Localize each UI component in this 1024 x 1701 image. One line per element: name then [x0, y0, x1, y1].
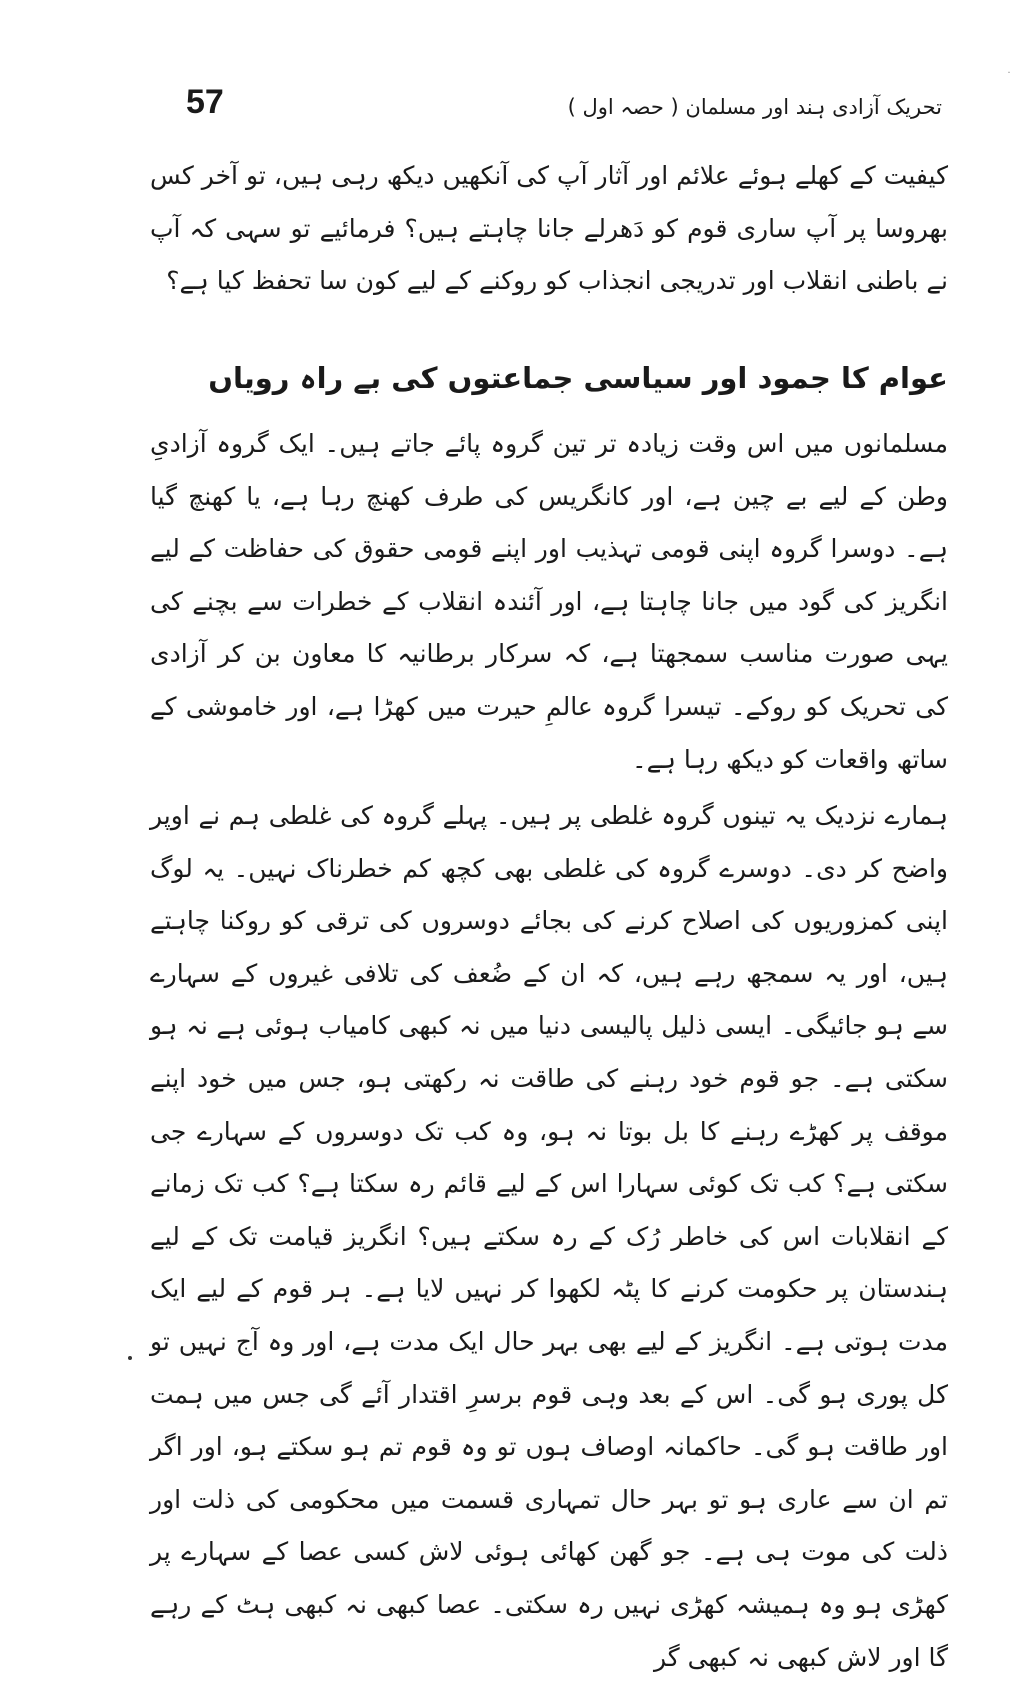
running-header: تحریک آزادی ہند اور مسلمان ( حصہ اول ) [567, 95, 942, 119]
paragraph-2: ہمارے نزدیک یہ تینوں گروہ غلطی پر ہیں۔ پہلے گروہ کی غلطی ہم نے اوپر واضح کر دی۔ دوسرے گروہ کی غلطی بھی کچھ کم خطرناک نہیں۔ یہ لوگ اپنی کمزوریوں کی اصلاح کرنے کی بجائے دوسروں کی ترقی کو روکنا چاہتے ہیں، اور یہ سمجھ رہے ہیں، کہ ان کے ضُعف کی تلافی غیروں کے سہارے سے ہو جائیگی۔ ایسی ذلیل پالیسی دنیا میں نہ کبھی کامیاب ہوئی ہے نہ ہو سکتی ہے۔ جو قوم خود رہنے کی طاقت نہ رکھتی ہو، جس میں خود اپنے موقف پر کھڑے رہنے کا بل بوتا نہ ہو، وہ کب تک دوسروں کے سہارے جی سکتی ہے؟ کب تک کوئی سہارا اس کے لیے قائم رہ سکتا ہے؟ کب تک زمانے کے انقلابات اس کی خاطر رُک کے رہ سکتے ہیں؟ انگریز قیامت تک کے لیے ہندستان پر حکومت کرنے کا پٹہ لکھوا کر نہیں لایا ہے۔ ہر قوم کے لیے ایک مدت ہوتی ہے۔ انگریز کے لیے بھی بہر حال ایک مدت ہے، اور وہ آج نہیں تو کل پوری ہو گی۔ اس کے بعد وہی قوم برسرِ اقتدار آئے گی جس میں ہمت اور طاقت ہو گی۔ حاکمانہ اوصاف ہوں تو وہ قوم تم ہو سکتے ہو، اور اگر تم ان سے عاری ہو تو بہر حال تمہاری قسمت میں محکومی کی ذلت اور ذلت کی موت ہی ہے۔ جو گھن کھائی ہوئی لاش کسی عصا کے سہارے پر کھڑی ہو وہ ہمیشہ کھڑی نہیں رہ سکتی۔ عصا کبھی نہ کبھی ہٹ کے رہے گا اور لاش کبھی نہ کبھی گر [150, 801, 948, 1672]
intro-text-block [150, 150, 948, 308]
section-heading: عوام کا جمود اور سیاسی جماعتوں کی بے راہ رویاں [208, 361, 948, 395]
page-number: 57 [186, 83, 224, 121]
paragraph-2-block [150, 790, 948, 1684]
paragraph-1: مسلمانوں میں اس وقت زیادہ تر تین گروہ پائے جاتے ہیں۔ ایک گروہ آزادیِ وطن کے لیے بے چین ہے، اور کانگریس کی طرف کھنچ رہا ہے، یا کھنچ گیا ہے۔ دوسرا گروہ اپنی قومی تہذیب اور اپنے قومی حقوق کی حفاظت کے لیے انگریز کی گود میں جانا چاہتا ہے، اور آئندہ انقلاب کے خطرات سے بچنے کی یہی صورت مناسب سمجھتا ہے، کہ سرکار برطانیہ کا معاون بن کر آزادی کی تحریک کو روکے۔ تیسرا گروہ عالمِ حیرت میں کھڑا ہے، اور خاموشی کے ساتھ واقعات کو دیکھ رہا ہے۔ [150, 429, 948, 774]
intro-paragraph: کیفیت کے کھلے ہوئے علائم اور آثار آپ کی آنکھیں دیکھ رہی ہیں، تو آخر کس بھروسا پر آپ ساری قوم کو دَھرلے جانا چاہتے ہیں؟ فرمائیے تو سہی کہ آپ نے باطنی انقلاب اور تدریجی انجذاب کو روکنے کے لیے کون سا تحفظ کیا ہے؟ [150, 161, 948, 296]
margin-dot [128, 1356, 132, 1360]
paragraph-1-block [150, 418, 948, 786]
corner-speck: ˙ [1006, 70, 1012, 84]
